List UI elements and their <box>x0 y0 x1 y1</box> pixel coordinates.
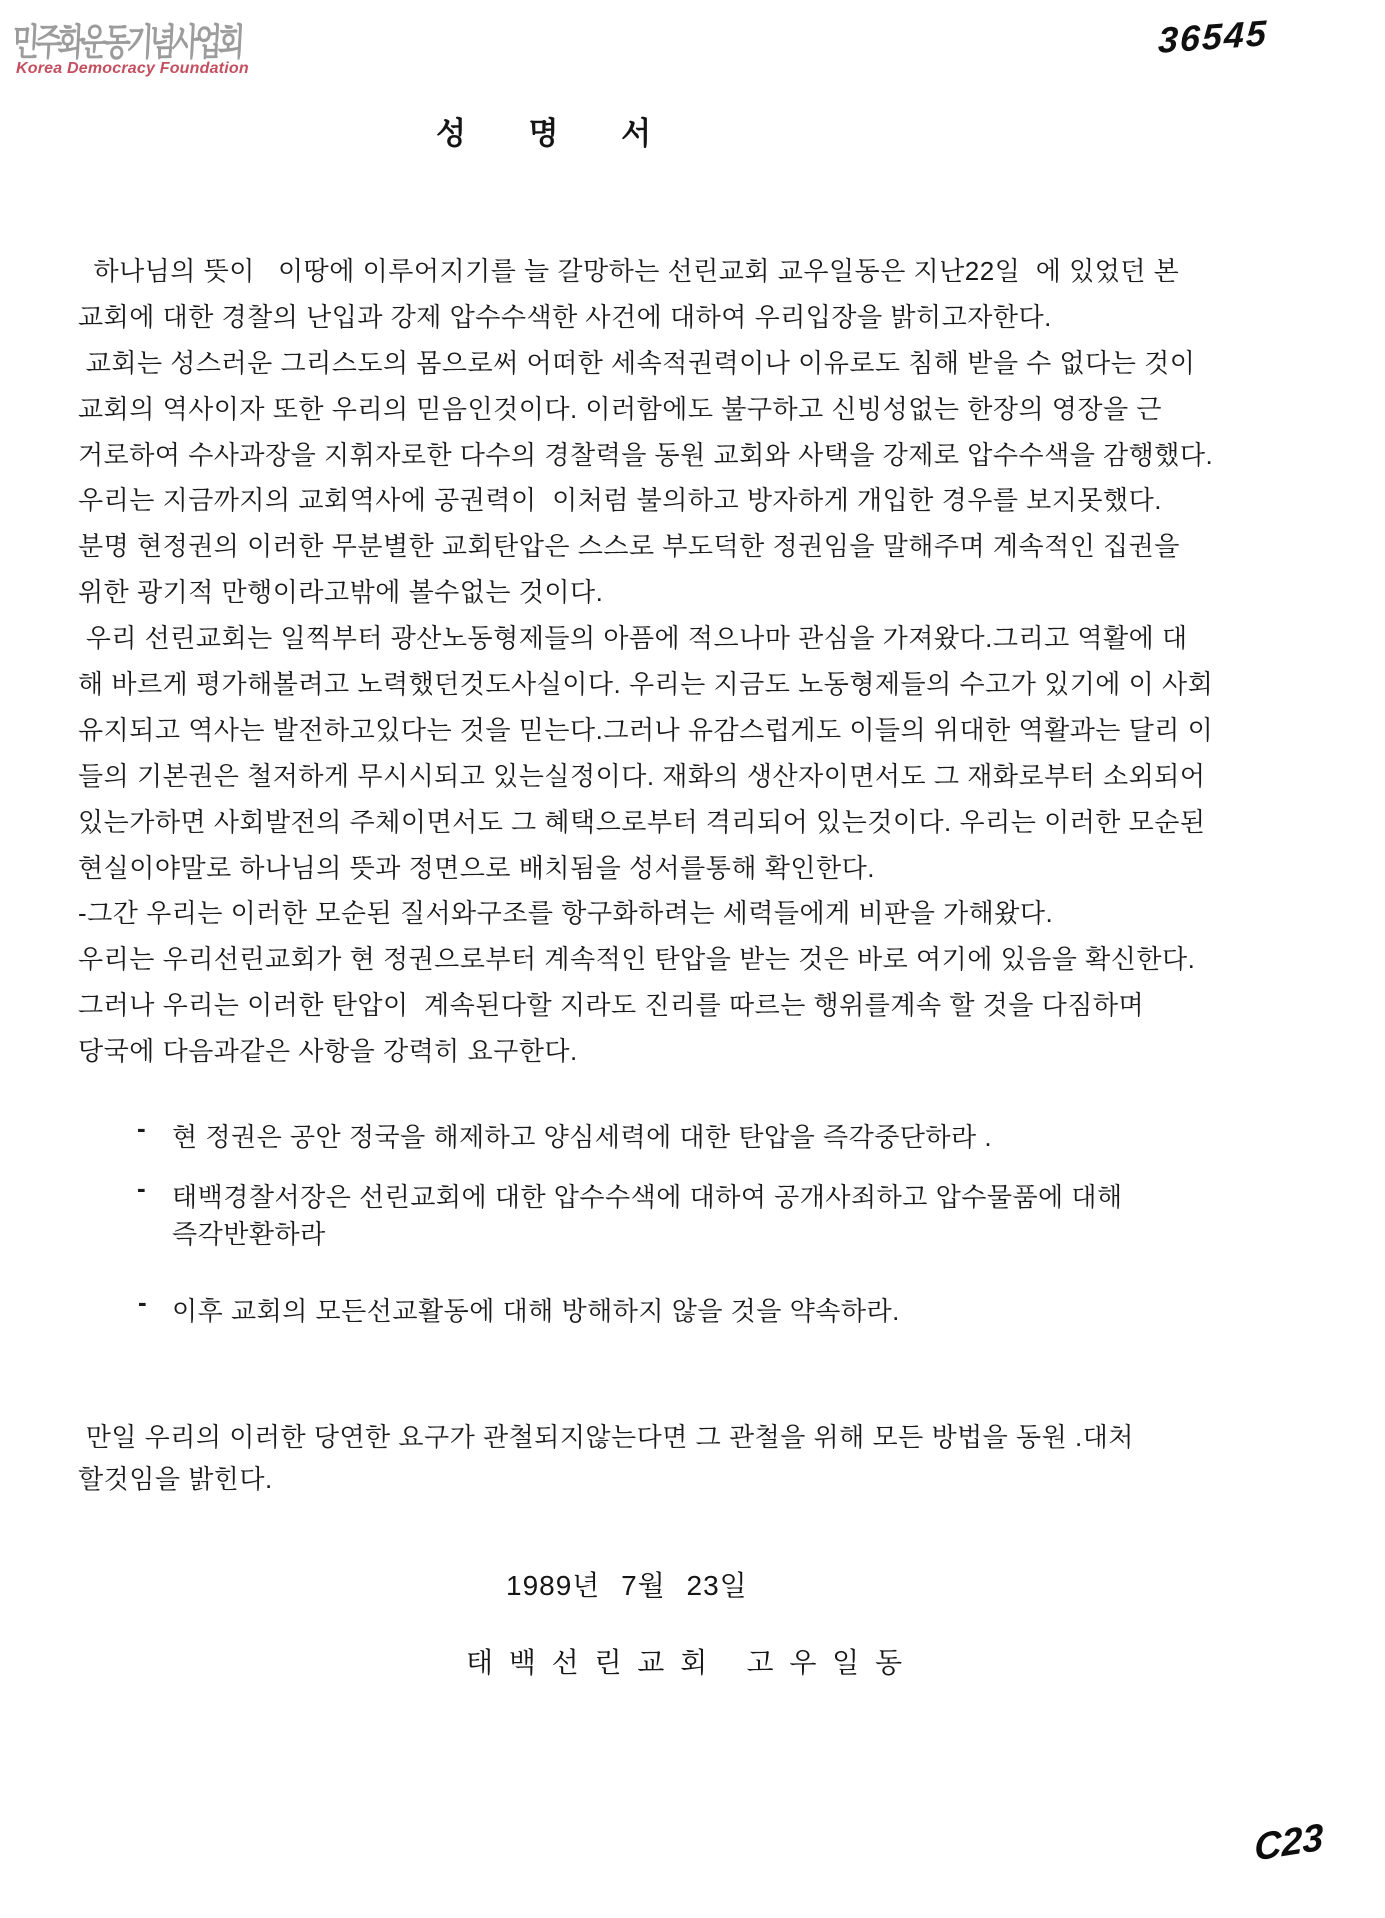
statement-signature: 태 백 선 린 교 회 고 우 일 동 <box>466 1647 907 1678</box>
demand-dash: - <box>138 1287 147 1317</box>
body-line: 교회에 대한 경찰의 난입과 강제 압수수색한 사건에 대하여 우리입장을 밝히고자한다. <box>78 301 1052 332</box>
body-line: 교회는 성스러운 그리스도의 몸으로써 어떠한 세속적권력이나 이유로도 침해 받을 수 없다는 것이 <box>78 347 1196 378</box>
body-line: 현실이야말로 하나님의 뜻과 정면으로 배치됨을 성서를통해 확인한다. <box>78 852 875 883</box>
demand-item-continuation: 즉각반환하라 <box>172 1219 326 1249</box>
page-title: 성 명 서 <box>436 116 653 151</box>
body-line: 우리는 우리선린교회가 현 정권으로부터 계속적인 탄압을 받는 것은 바로 여기에 있음을 확신한다. <box>78 944 1196 975</box>
statement-date: 1989년 7월 23일 <box>506 1570 748 1601</box>
body-line: 당국에 다음과같은 사항을 강력히 요구한다. <box>78 1036 578 1067</box>
body-line: -그간 우리는 이러한 모순된 질서와구조를 항구화하려는 세력들에게 비판을 가해왔다. <box>78 898 1054 929</box>
demand-item: 이후 교회의 모든선교활동에 대해 방해하지 않을 것을 약속하라. <box>172 1296 900 1326</box>
body-line: 분명 현정권의 이러한 무분별한 교회탄압은 스스로 부도덕한 정권임을 말해주며 계속적인 집권을 <box>78 531 1180 562</box>
body-line: 교회의 역사이자 또한 우리의 믿음인것이다. 이러함에도 불구하고 신빙성없는 한장의 영장을 근 <box>78 393 1162 424</box>
body-line: 그러나 우리는 이러한 탄압이 계속된다할 지라도 진리를 따르는 행위를계속 할 것을 다짐하며 <box>78 990 1145 1021</box>
demand-item: 태백경찰서장은 선린교회에 대한 압수수색에 대하여 공개사죄하고 압수물품에 대해 <box>172 1182 1123 1212</box>
demand-dash: - <box>137 1113 146 1143</box>
demand-dash: - <box>137 1173 146 1203</box>
closing-line: 만일 우리의 이러한 당연한 요구가 관철되지않는다면 그 관철을 위해 모든 방법을 동원 .대처 <box>78 1422 1134 1452</box>
body-line: 해 바르게 평가해볼려고 노력했던것도사실이다. 우리는 지금도 노동형제들의 수고가 있기에 이 사회 <box>78 669 1214 700</box>
kdf-logo-korean: 민주화운동기념사업회 <box>11 21 242 64</box>
handwritten-page-code: C23 <box>1254 1816 1324 1870</box>
kdf-logo-english: Korea Democracy Foundation <box>16 60 249 77</box>
body-line: 위한 광기적 만행이라고밖에 볼수없는 것이다. <box>78 577 604 608</box>
closing-line: 할것임을 밝힌다. <box>78 1464 273 1494</box>
demand-item: 현 정권은 공안 정국을 해제하고 양심세력에 대한 탄압을 즉각중단하라 . <box>172 1122 993 1152</box>
body-line: 들의 기본권은 철저하게 무시시되고 있는실정이다. 재화의 생산자이면서도 그 재화로부터 소외되어 <box>78 760 1206 791</box>
body-line: 우리는 지금까지의 교회역사에 공권력이 이처럼 불의하고 방자하게 개입한 경우를 보지못했다. <box>78 485 1162 516</box>
body-line: 있는가하면 사회발전의 주체이면서도 그 혜택으로부터 격리되어 있는것이다. 우리는 이러한 모순된 <box>78 806 1206 837</box>
handwritten-archive-number: 36545 <box>1157 12 1269 61</box>
body-line: 우리 선린교회는 일찍부터 광산노동형제들의 아픔에 적으나마 관심을 가져왔다.그리고 역활에 대 <box>78 623 1188 654</box>
body-line: 거로하여 수사과장을 지휘자로한 다수의 경찰력을 동원 교회와 사택을 강제로 압수수색을 감행했다. <box>78 439 1214 470</box>
body-line: 유지되고 역사는 발전하고있다는 것을 믿는다.그러나 유감스럽게도 이들의 위대한 역활과는 달리 이 <box>78 714 1214 745</box>
body-line: 하나님의 뜻이 이땅에 이루어지기를 늘 갈망하는 선린교회 교우일동은 지난22일 에 있었던 본 <box>78 256 1180 286</box>
statement-body <box>0 249 1385 1075</box>
